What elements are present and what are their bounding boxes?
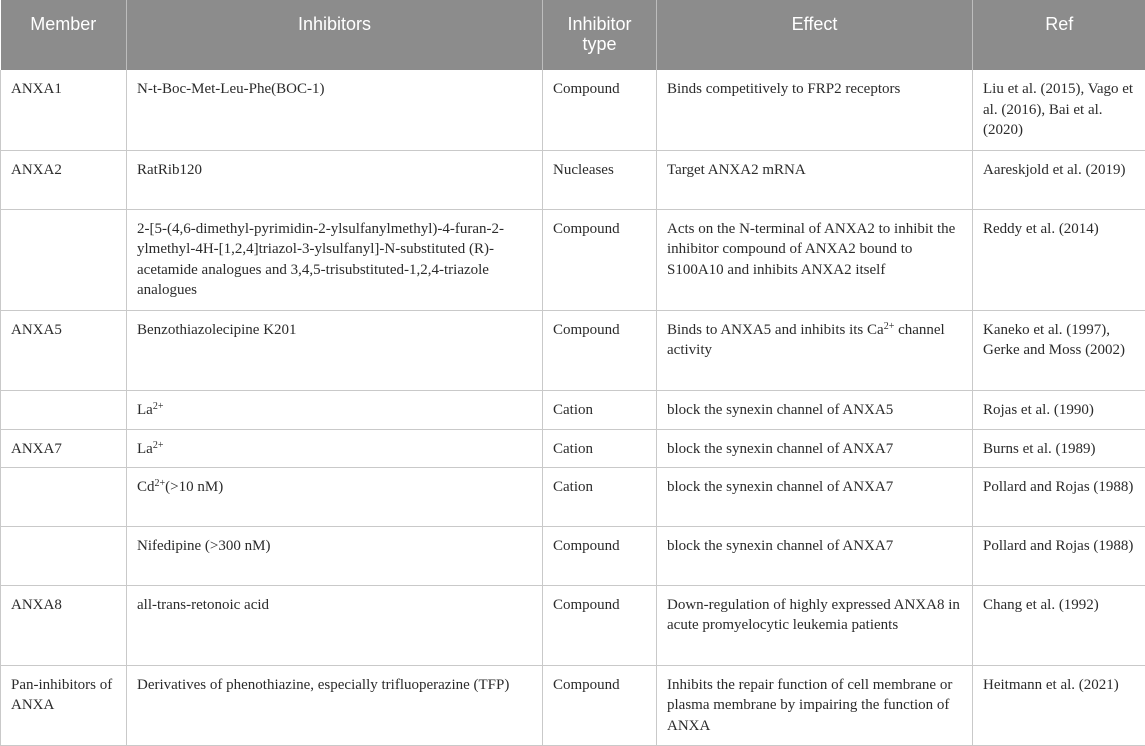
effect-cell [657, 70, 973, 150]
inhibitor-superscript: 2+ [152, 400, 164, 412]
ref-cell: Pollard and Rojas (1988) [973, 467, 1145, 526]
effect-text: block the synexin channel of ANXA7 [667, 478, 894, 495]
table-header [1, 0, 1145, 70]
table-body [1, 70, 1145, 745]
ref-cell: Pollard and Rojas (1988) [973, 526, 1145, 585]
header-row [1, 0, 1145, 70]
member-cell [1, 526, 127, 585]
table-row [1, 310, 1145, 390]
effect-cell [657, 665, 973, 745]
effect-cell [657, 467, 973, 526]
inhibitor-text: La [137, 401, 153, 418]
ref-cell: Rojas et al. (1990) [973, 390, 1145, 429]
effect-cell [657, 390, 973, 429]
ref-cell: Burns et al. (1989) [973, 429, 1145, 467]
inhibitor-text: La [137, 440, 153, 457]
type-cell: Compound [543, 70, 657, 150]
type-cell: Cation [543, 390, 657, 429]
table-row [1, 150, 1145, 209]
table-row [1, 209, 1145, 310]
effect-text: Acts on the N-terminal of ANXA2 to inhibit the inhibitor compound of ANXA2 bound to S100A10 and inhibits ANXA2 itself [667, 220, 956, 278]
effect-superscript: 2+ [883, 320, 895, 332]
effect-text: block the synexin channel of ANXA5 [667, 401, 894, 418]
inhibitor-cell [127, 390, 543, 429]
table-row [1, 390, 1145, 429]
member-cell [1, 467, 127, 526]
effect-text: block the synexin channel of ANXA7 [667, 537, 894, 554]
header-effect: Effect [657, 0, 973, 70]
table-row [1, 70, 1145, 150]
type-cell: Compound [543, 665, 657, 745]
table-row [1, 665, 1145, 745]
effect-cell [657, 526, 973, 585]
inhibitor-cell [127, 429, 543, 467]
inhibitor-cell [127, 70, 543, 150]
inhibitor-text: all-trans-retonoic acid [137, 596, 270, 613]
inhibitor-cell [127, 209, 543, 310]
effect-cell [657, 585, 973, 665]
header-member: Member [1, 0, 127, 70]
member-cell: ANXA7 [1, 429, 127, 467]
inhibitor-cell [127, 150, 543, 209]
inhibitor-text: N-t-Boc-Met-Leu-Phe(BOC-1) [137, 81, 325, 97]
member-cell: ANXA1 [1, 70, 127, 150]
inhibitor-cell [127, 526, 543, 585]
table-row [1, 526, 1145, 585]
effect-cell [657, 429, 973, 467]
header-inhibitor-type: Inhibitor type [543, 0, 657, 70]
inhibitor-text: Cd [137, 478, 155, 495]
effect-cell [657, 310, 973, 390]
ref-cell: Kaneko et al. (1997), Gerke and Moss (2002) [973, 310, 1145, 390]
inhibitor-superscript: 2+ [154, 477, 166, 489]
member-cell: ANXA5 [1, 310, 127, 390]
inhibitor-superscript: 2+ [152, 439, 164, 451]
member-cell: ANXA2 [1, 150, 127, 209]
inhibitor-cell [127, 585, 543, 665]
table-row [1, 467, 1145, 526]
effect-cell [657, 209, 973, 310]
ref-cell: Liu et al. (2015), Vago et al. (2016), Bai et al. (2020) [973, 70, 1145, 150]
inhibitor-text: Benzothiazolecipine K201 [137, 321, 297, 338]
inhibitor-cell [127, 467, 543, 526]
inhibitor-cell [127, 665, 543, 745]
effect-text: block the synexin channel of ANXA7 [667, 440, 894, 457]
member-cell: ANXA8 [1, 585, 127, 665]
effect-text: Binds to ANXA5 and inhibits its Ca [667, 321, 884, 338]
effect-text: Target ANXA2 mRNA [667, 161, 806, 178]
header-inhibitors: Inhibitors [127, 0, 543, 70]
ref-cell: Reddy et al. (2014) [973, 209, 1145, 310]
type-cell: Cation [543, 429, 657, 467]
table-row [1, 585, 1145, 665]
inhibitor-text: Nifedipine (>300 nM) [137, 537, 271, 554]
ref-cell: Chang et al. (1992) [973, 585, 1145, 665]
type-cell: Compound [543, 209, 657, 310]
effect-cell [657, 150, 973, 209]
ref-cell: Heitmann et al. (2021) [973, 665, 1145, 745]
inhibitor-text: RatRib120 [137, 161, 203, 178]
member-cell [1, 390, 127, 429]
type-cell: Compound [543, 585, 657, 665]
table-row [1, 429, 1145, 467]
effect-text: Down-regulation of highly expressed ANXA8 in acute promyelocytic leukemia patients [667, 596, 960, 633]
effect-text: Inhibits the repair function of cell membrane or plasma membrane by impairing the function of ANXA [667, 676, 953, 734]
type-cell: Cation [543, 467, 657, 526]
member-cell [1, 209, 127, 310]
effect-suffix: channel activity [667, 321, 945, 358]
header-ref: Ref [973, 0, 1145, 70]
type-cell: Compound [543, 526, 657, 585]
effect-text: Binds competitively to FRP2 receptors [667, 81, 901, 97]
member-cell: Pan-inhibitors of ANXA [1, 665, 127, 745]
inhibitor-cell [127, 310, 543, 390]
inhibitor-suffix: (>10 nM) [165, 478, 224, 495]
type-cell: Nucleases [543, 150, 657, 209]
inhibitor-text: 2-[5-(4,6-dimethyl-pyrimidin-2-ylsulfanylmethyl)-4-furan-2-ylmethyl-4H-[1,2,4]triazol-3-ylsulfanyl]-N-substituted (R)-acetamide analogues and 3,4,5-trisubstituted-1,2,4-triazole analogues [137, 220, 504, 298]
ref-cell: Aareskjold et al. (2019) [973, 150, 1145, 209]
inhibitor-text: Derivatives of phenothiazine, especially trifluoperazine (TFP) [137, 676, 510, 693]
type-cell: Compound [543, 310, 657, 390]
